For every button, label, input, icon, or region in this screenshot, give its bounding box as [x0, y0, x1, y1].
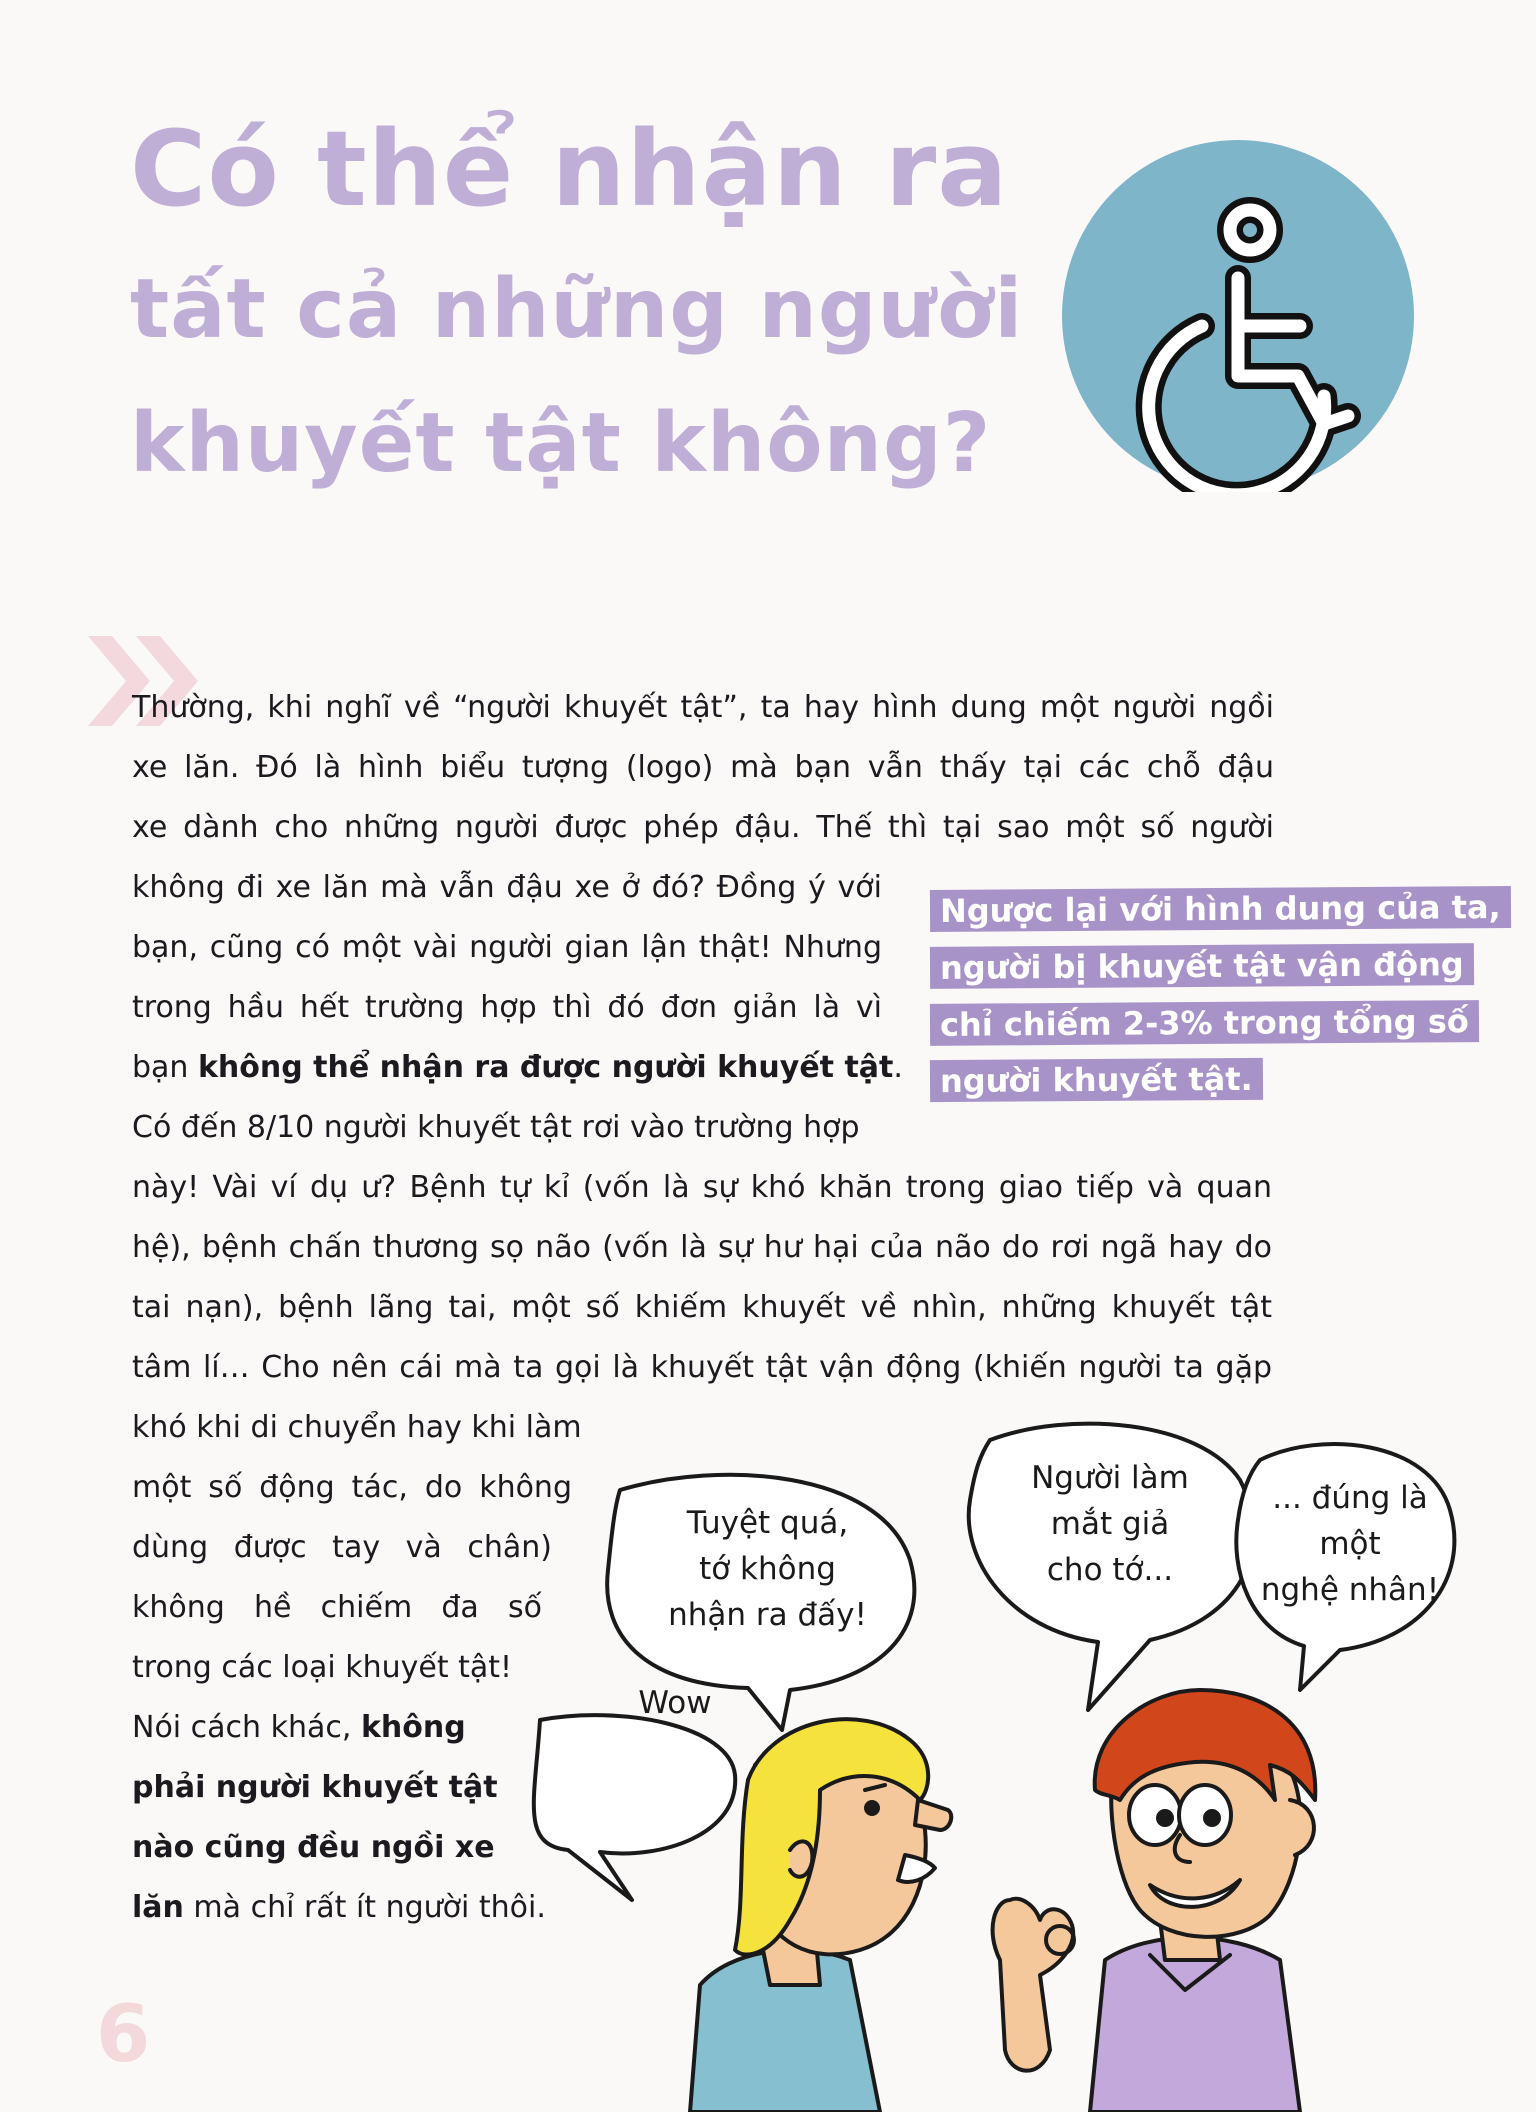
bubble-text-boy-2 — [1250, 1475, 1450, 1613]
body-line: khó khi di chuyển hay khi làm — [132, 1410, 582, 1445]
bold-phrase: không thể nhận ra được người khuyết tật — [197, 1050, 894, 1085]
body-text: bạn — [132, 1050, 198, 1085]
bubble-line: nhận ra đấy! — [668, 1597, 867, 1633]
body-line: trong hầu hết trường hợp thì đó đơn giản là vì — [132, 990, 882, 1025]
bubble-line: nghệ nhân! — [1260, 1572, 1440, 1608]
callout-line: người khuyết tật. — [930, 1058, 1263, 1102]
speech-bubble-wow — [534, 1715, 735, 1900]
body-line: hệ), bệnh chấn thương sọ não (vốn là sự hư hại của não do rơi ngã hay do — [132, 1230, 1272, 1265]
bubble-text-boy-1 — [990, 1455, 1230, 1593]
bubble-text-wow: Wow — [638, 1685, 712, 1721]
boy-character — [993, 1690, 1316, 2112]
bubble-line: một — [1319, 1526, 1381, 1562]
body-text: Nói cách khác, — [132, 1710, 361, 1745]
bubble-line: Người làm — [1031, 1460, 1189, 1496]
bold-phrase: không — [360, 1710, 466, 1745]
page-title-line-3: khuyết tật không? — [130, 396, 992, 491]
page-title-line-2: tất cả những người — [130, 262, 1024, 357]
bold-phrase: phải người khuyết tật — [132, 1770, 498, 1805]
body-line: xe dành cho những người được phép đậu. Thế thì tại sao một số người — [132, 810, 1274, 845]
body-text: mà chỉ rất ít người thôi. — [183, 1890, 546, 1925]
body-line: Có đến 8/10 người khuyết tật rơi vào trường hợp — [132, 1110, 860, 1145]
body-text: . — [893, 1050, 903, 1085]
bubble-line: Tuyệt quá, — [686, 1505, 849, 1541]
bubble-line: ... đúng là — [1272, 1480, 1428, 1516]
page-number: 6 — [96, 1990, 151, 2080]
body-line: Thường, khi nghĩ về “người khuyết tật”, ta hay hình dung một người ngồi — [132, 690, 1274, 725]
body-line: này! Vài ví dụ ư? Bệnh tự kỉ (vốn là sự khó khăn trong giao tiếp và quan — [132, 1170, 1272, 1205]
body-line: không đi xe lăn mà vẫn đậu xe ở đó? Đồng ý với — [132, 870, 882, 905]
body-line: một số động tác, do không — [132, 1470, 572, 1505]
callout-line: người bị khuyết tật vận động — [930, 943, 1474, 989]
body-line: dùng được tay và chân) — [132, 1530, 552, 1565]
bold-phrase: lăn — [132, 1890, 184, 1925]
bubble-line: tớ không — [699, 1551, 836, 1587]
body-line: xe lăn. Đó là hình biểu tượng (logo) mà bạn vẫn thấy tại các chỗ đậu — [132, 750, 1274, 785]
body-line: tâm lí… Cho nên cái mà ta gọi là khuyết tật vận động (khiến người ta gặp — [132, 1350, 1272, 1385]
bold-phrase: nào cũng đều ngồi xe — [132, 1830, 495, 1865]
page-title-line-1: Có thể nhận ra — [130, 108, 1009, 230]
bubble-line: cho tớ... — [1046, 1552, 1174, 1588]
body-line: tai nạn), bệnh lãng tai, một số khiếm khuyết về nhìn, những khuyết tật — [132, 1290, 1272, 1325]
bubble-text-girl — [625, 1500, 910, 1638]
bubble-line: mắt giả — [1050, 1506, 1170, 1542]
callout-line: Ngược lại với hình dung của ta, — [930, 886, 1511, 932]
callout-line: chỉ chiếm 2-3% trong tổng số — [930, 1000, 1479, 1046]
body-line: bạn, cũng có một vài người gian lận thật! Nhưng — [132, 930, 882, 965]
body-line: không hề chiếm đa số — [132, 1590, 542, 1625]
body-line: trong các loại khuyết tật! — [132, 1650, 513, 1685]
